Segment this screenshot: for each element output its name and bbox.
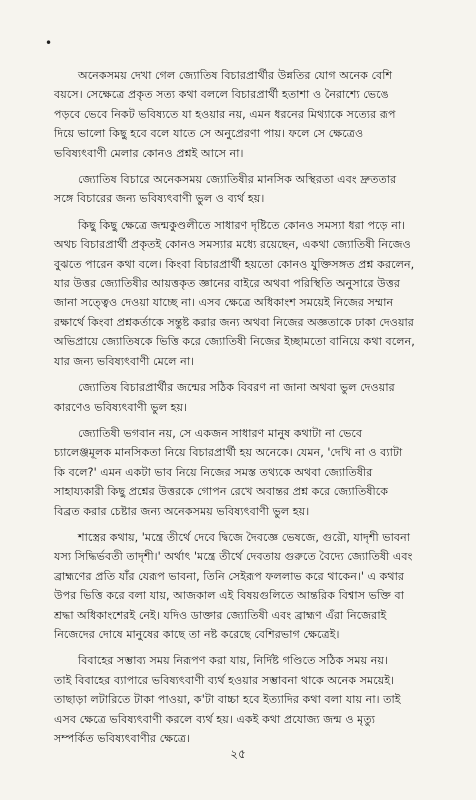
text-line: সম্পর্কিত ভবিষ্যৎবাণীর ক্ষেত্রে। [54,732,190,745]
paragraph [54,424,442,521]
ink-dot-mark: • [45,36,53,50]
paragraph [54,528,442,644]
text-line: ভবিষ্যৎবাণী মেলার কোনও প্রশ্নই আসে না। [54,146,244,160]
text-line: কারণেও ভবিষ্যৎবাণী ভুল হয়। [54,400,188,414]
page-number: ২৫ [230,747,246,761]
text-line: বিব্রত করার চেষ্টার জন্য অনেকসময় ভবিষ্যৎবাণী ভুল হয়। [54,504,310,518]
text-line: নিজেদের দোষে মানুষের কাছে তা নষ্ট করেছে বেশিরভাগ ক্ষেত্রেই। [54,627,340,641]
text-line: উপর ভিত্তি করে বলা যায়, আজকাল এই বিষয়গুলিতে আন্তরিক বিশ্বাস ভক্তি বা [54,589,405,603]
text-line: তাই বিবাহের ব্যাপারে ভবিষ্যৎবাণী ব্যর্থ হওয়ার সম্ভাবনা থাকে অনেক সময়েই। [54,673,395,687]
text-line: যার জন্য ভবিষ্যৎবাণী মেলে না। [54,354,195,368]
paragraph [54,651,442,748]
text-line: অনেকসময় দেখা গেল জ্যোতিষ বিচারপ্রার্থীর উন্নতির যোগ অনেক বেশি [78,69,393,82]
paragraph [54,170,442,209]
paragraph [54,216,442,371]
text-line: রক্ষার্থে কিংবা প্রশ্নকর্তাকে সন্তুষ্ট করার জন্য অথবা নিজের অজ্ঞতাকে ঢাকা দেওয়ার [54,315,414,329]
text-line: জ্যোতিষী ভগবান নয়, সে একজন সাধারণ মানুষ কথাটা না ভেবে [78,426,363,440]
paragraph [54,378,442,417]
text-line: যস্য সিদ্ধির্ভবতী তাদৃশী।' অর্থাৎ 'মন্ত্রে তীর্থে দেবতায় গুরুতে বৈদ্যে জ্যোতিষী এবং [54,550,413,564]
text-line: বিবাহের সম্ভাব্য সময় নিরূপণ করা যায়, নির্দিষ্ট গণ্ডিতে সঠিক সময় নয়। [78,654,389,668]
text-line: বয়সে। সেক্ষেত্রে প্রকৃত সত্য কথা বললে বিচারপ্রার্থী হতাশা ও নৈরাশ্যে ভেঙে [54,88,389,102]
text-line: পড়বে ভেবে নিকট ভবিষ্যতে যা হওয়ার নয়, এমন ধরনের মিথ্যাকে সত্যের রূপ [54,107,396,121]
text-line: সাহায্যকারী কিছু প্রশ্নের উত্তরকে গোপন রেখে অবান্তর প্রশ্ন করে জ্যোতিষীকে [54,485,389,499]
text-line: কিছু কিছু ক্ষেত্রে জন্মকুণ্ডলীতে সাধারণ দৃষ্টিতে কোনও সমস্যা ধরা পড়ে না। [78,218,406,232]
text-line: অথচ বিচারপ্রার্থী প্রকৃতই কোনও সমস্যার মধ্যে রয়েছেন, একথা জ্যোতিষী নিজেও [54,238,411,252]
text-line: অভিপ্রায়ে জ্যোতিষকে ভিত্তি করে জ্যোতিষী নিজের ইচ্ছামতো বানিয়ে কথা বলেন, [54,335,415,349]
text-line: যার উত্তর জ্যোতিষীর আয়ত্তকৃত জ্ঞানের বাইরে অথবা পরিস্থিতি অনুসারে উত্তর [54,277,401,291]
text-line: কি বলে?' এমন একটা ভাব নিয়ে নিজের সমস্ত তথ্যকে অথবা জ্যোতিষীর [54,465,373,479]
text-line: শাস্ত্রের কথায়, 'মন্ত্রে তীর্থে দেবে দ্বিজে দৈবজ্ঞে ভেষজে, গুরৌ, যাদৃশী ভাবনা [78,530,410,544]
text-line: চ্যালেঞ্জমূলক মানসিকতা নিয়ে বিচারপ্রার্থী হয় অনেকে। যেমন, 'দেখি না ও ব্যাটা [54,446,403,460]
text-line: ব্রাহ্মণের প্রতি যাঁর যেরূপ ভাবনা, তিনি সেইরূপ ফললাভ করে থাকেন।' এ কথার [54,569,405,583]
text-line: দিয়ে ভালো কিছু হবে বলে যাতে সে অনুপ্রেরণা পায়। ফলে সে ক্ষেত্রেও [54,127,364,141]
text-line: এসব ক্ষেত্রে ভবিষ্যৎবাণী করলে ব্যর্থ হয়। একই কথা প্রযোজ্য জন্ম ও মৃত্যু [54,712,375,726]
paragraph [54,66,442,163]
text-line: বুঝতে পারেন কথা বলে। কিংবা বিচারপ্রার্থী হয়তো কোনও যুক্তিসঙ্গত প্রশ্ন করলেন, [54,257,415,271]
text-line: জ্যোতিষ বিচারপ্রার্থীর জন্মের সঠিক বিবরণ না জানা অথবা ভুল দেওয়ার [78,381,395,395]
text-line: জ্যোতিষ বিচারে অনেকসময় জ্যোতিষীর মানসিক অস্থিরতা এবং দ্রুততার [78,173,397,187]
text-line: সঙ্গে বিচারের জন্য ভবিষ্যৎবাণী ভুল ও ব্যর্থ হয়। [54,192,265,206]
body-text [54,66,442,755]
text-line: তাছাড়া লটারিতে টাকা পাওয়া, ক'টা বাচ্চা হবে ইত্যাদির কথা বলা যায় না। তাই [54,693,401,707]
text-line: শ্রদ্ধা অধিকাংশেরই নেই। যদিও ডাক্তার জ্যোতিষী এবং ব্রাহ্মণ এঁরা নিজেরাই [54,608,387,622]
text-line: জানা সত্ত্বেও দেওয়া যাচ্ছে না। এসব ক্ষেত্রে অধিকাংশ সময়েই নিজের সম্মান [54,296,394,310]
